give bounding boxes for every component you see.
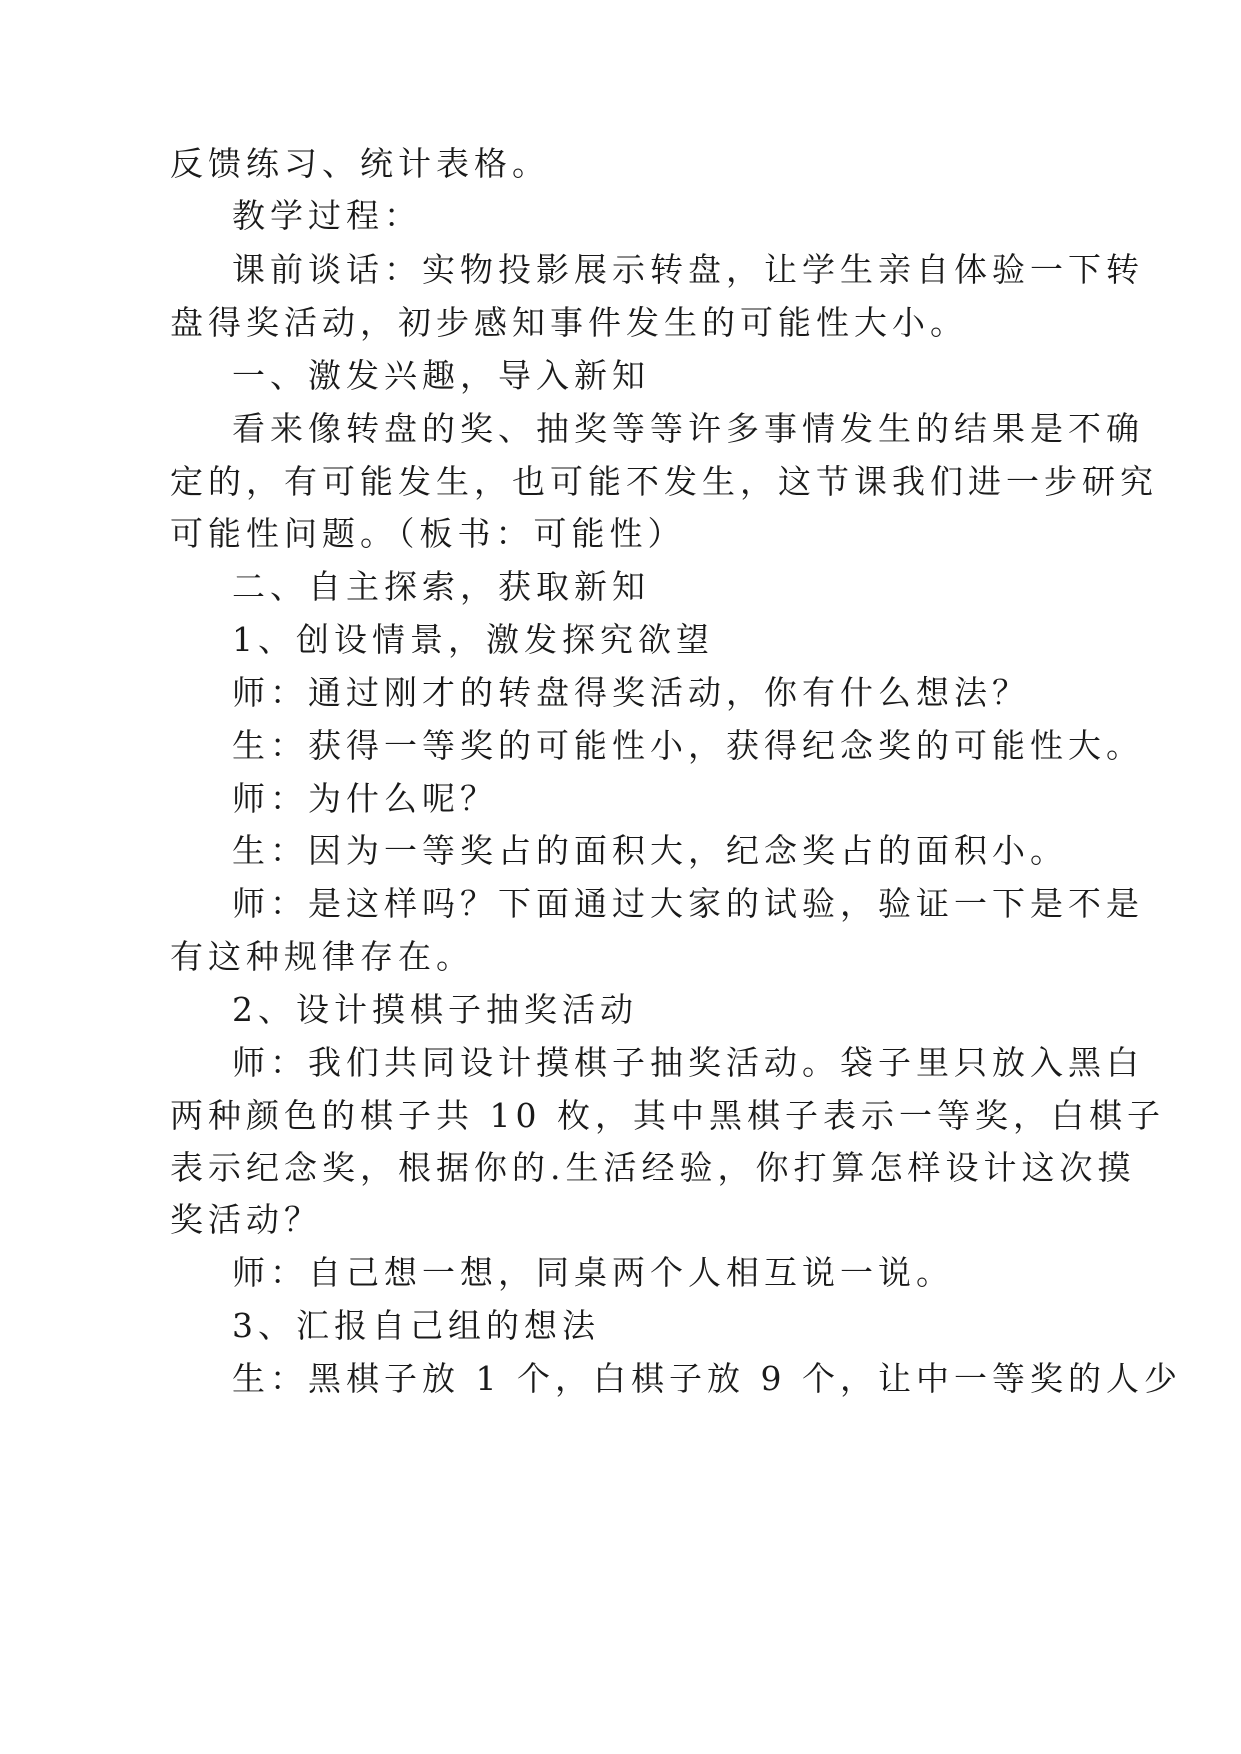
text-line: 盘得奖活动，初步感知事件发生的可能性大小。	[170, 303, 968, 342]
text-line: 生：获得一等奖的可能性小，获得纪念奖的可能性大。	[232, 726, 1144, 765]
text-line: 有这种规律存在。	[170, 937, 474, 976]
text-line: 教学过程：	[232, 196, 422, 235]
text-line: 表示纪念奖，根据你的.生活经验，你打算怎样设计这次摸	[170, 1148, 1136, 1187]
subsection-heading: 3、汇报自己组的想法	[232, 1306, 600, 1345]
text-line: 师：自己想一想，同桌两个人相互说一说。	[232, 1253, 954, 1292]
section-heading: 一、激发兴趣，导入新知	[232, 356, 650, 395]
text-line: 课前谈话：实物投影展示转盘，让学生亲自体验一下转	[232, 250, 1144, 289]
text-line: 生：因为一等奖占的面积大，纪念奖占的面积小。	[232, 831, 1068, 870]
text-line: 师：我们共同设计摸棋子抽奖活动。袋子里只放入黑白	[232, 1043, 1144, 1082]
text-line: 反馈练习、统计表格。	[170, 144, 550, 183]
subsection-heading: 2、设计摸棋子抽奖活动	[232, 990, 638, 1029]
text-line: 师：通过刚才的转盘得奖活动，你有什么想法？	[232, 673, 1030, 712]
text-line: 看来像转盘的奖、抽奖等等许多事情发生的结果是不确	[232, 409, 1144, 448]
section-heading: 二、自主探索，获取新知	[232, 567, 650, 606]
text-line: 两种颜色的棋子共 10 枚，其中黑棋子表示一等奖，白棋子	[170, 1096, 1165, 1135]
text-line: 师：是这样吗？下面通过大家的试验，验证一下是不是	[232, 884, 1144, 923]
text-line: 生：黑棋子放 1 个，白棋子放 9 个，让中一等奖的人少	[232, 1359, 1182, 1398]
text-line: 奖活动？	[170, 1200, 322, 1239]
text-line: 定的，有可能发生，也可能不发生，这节课我们进一步研究	[170, 462, 1158, 501]
subsection-heading: 1、创设情景，激发探究欲望	[232, 620, 714, 659]
text-line: 师：为什么呢？	[232, 779, 498, 818]
text-line: 可能性问题。（板书：可能性）	[170, 514, 686, 553]
